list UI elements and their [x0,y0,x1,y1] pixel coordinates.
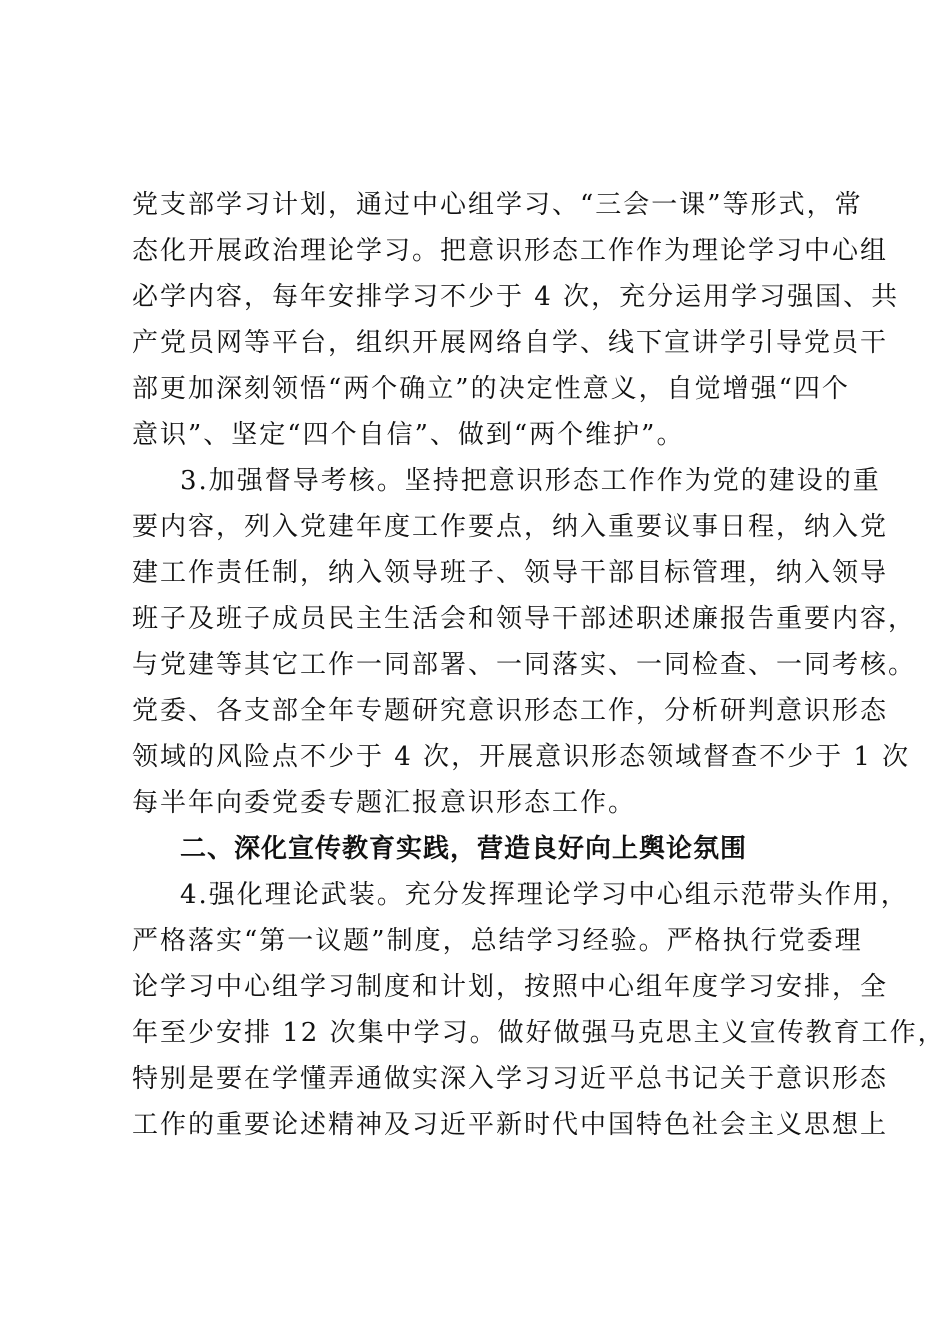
text-line: 与党建等其它工作一同部署、一同落实、一同检查、一同考核。 [132,650,917,680]
paragraph-3-first-line: 3.加强督导考核。坚持把意识形态工作作为党的建设的重 [180,466,881,496]
text-line: 建工作责任制，纳入领导班子、领导干部目标管理，纳入领导 [132,558,889,588]
text-line: 党委、各支部全年专题研究意识形态工作，分析研判意识形态 [132,696,889,726]
text-line: 态化开展政治理论学习。把意识形态工作作为理论学习中心组 [132,236,889,266]
text-line: 严格落实“第一议题”制度，总结学习经验。严格执行党委理 [132,926,863,956]
text-line: 论学习中心组学习制度和计划，按照中心组年度学习安排，全 [132,972,889,1002]
text-line: 要内容，列入党建年度工作要点，纳入重要议事日程，纳入党 [132,512,889,542]
text-line: 必学内容，每年安排学习不少于 4 次，充分运用学习强国、共 [132,282,900,312]
text-line: 班子及班子成员民主生活会和领导干部述职述廉报告重要内容， [132,604,917,634]
paragraph-4-first-line: 4.强化理论武装。充分发挥理论学习中心组示范带头作用， [180,880,909,910]
text-line: 年至少安排 12 次集中学习。做好做强马克思主义宣传教育工作， [132,1018,946,1048]
text-line: 意识”、坚定“四个自信”、做到“两个维护”。 [132,420,685,450]
text-line: 领域的风险点不少于 4 次，开展意识形态领域督查不少于 1 次 [132,742,911,772]
section-heading: 二、深化宣传教育实践，营造良好向上舆论氛围 [180,834,748,864]
text-line: 党支部学习计划，通过中心组学习、“三会一课”等形式，常 [132,190,863,220]
text-line: 部更加深刻领悟“两个确立”的决定性意义，自觉增强“四个 [132,374,850,404]
text-line: 特别是要在学懂弄通做实深入学习习近平总书记关于意识形态 [132,1064,889,1094]
text-line: 产党员网等平台，组织开展网络自学、线下宣讲学引导党员干 [132,328,889,358]
text-line: 工作的重要论述精神及习近平新时代中国特色社会主义思想上 [132,1110,889,1140]
text-line: 每半年向委党委专题汇报意识形态工作。 [132,788,637,818]
